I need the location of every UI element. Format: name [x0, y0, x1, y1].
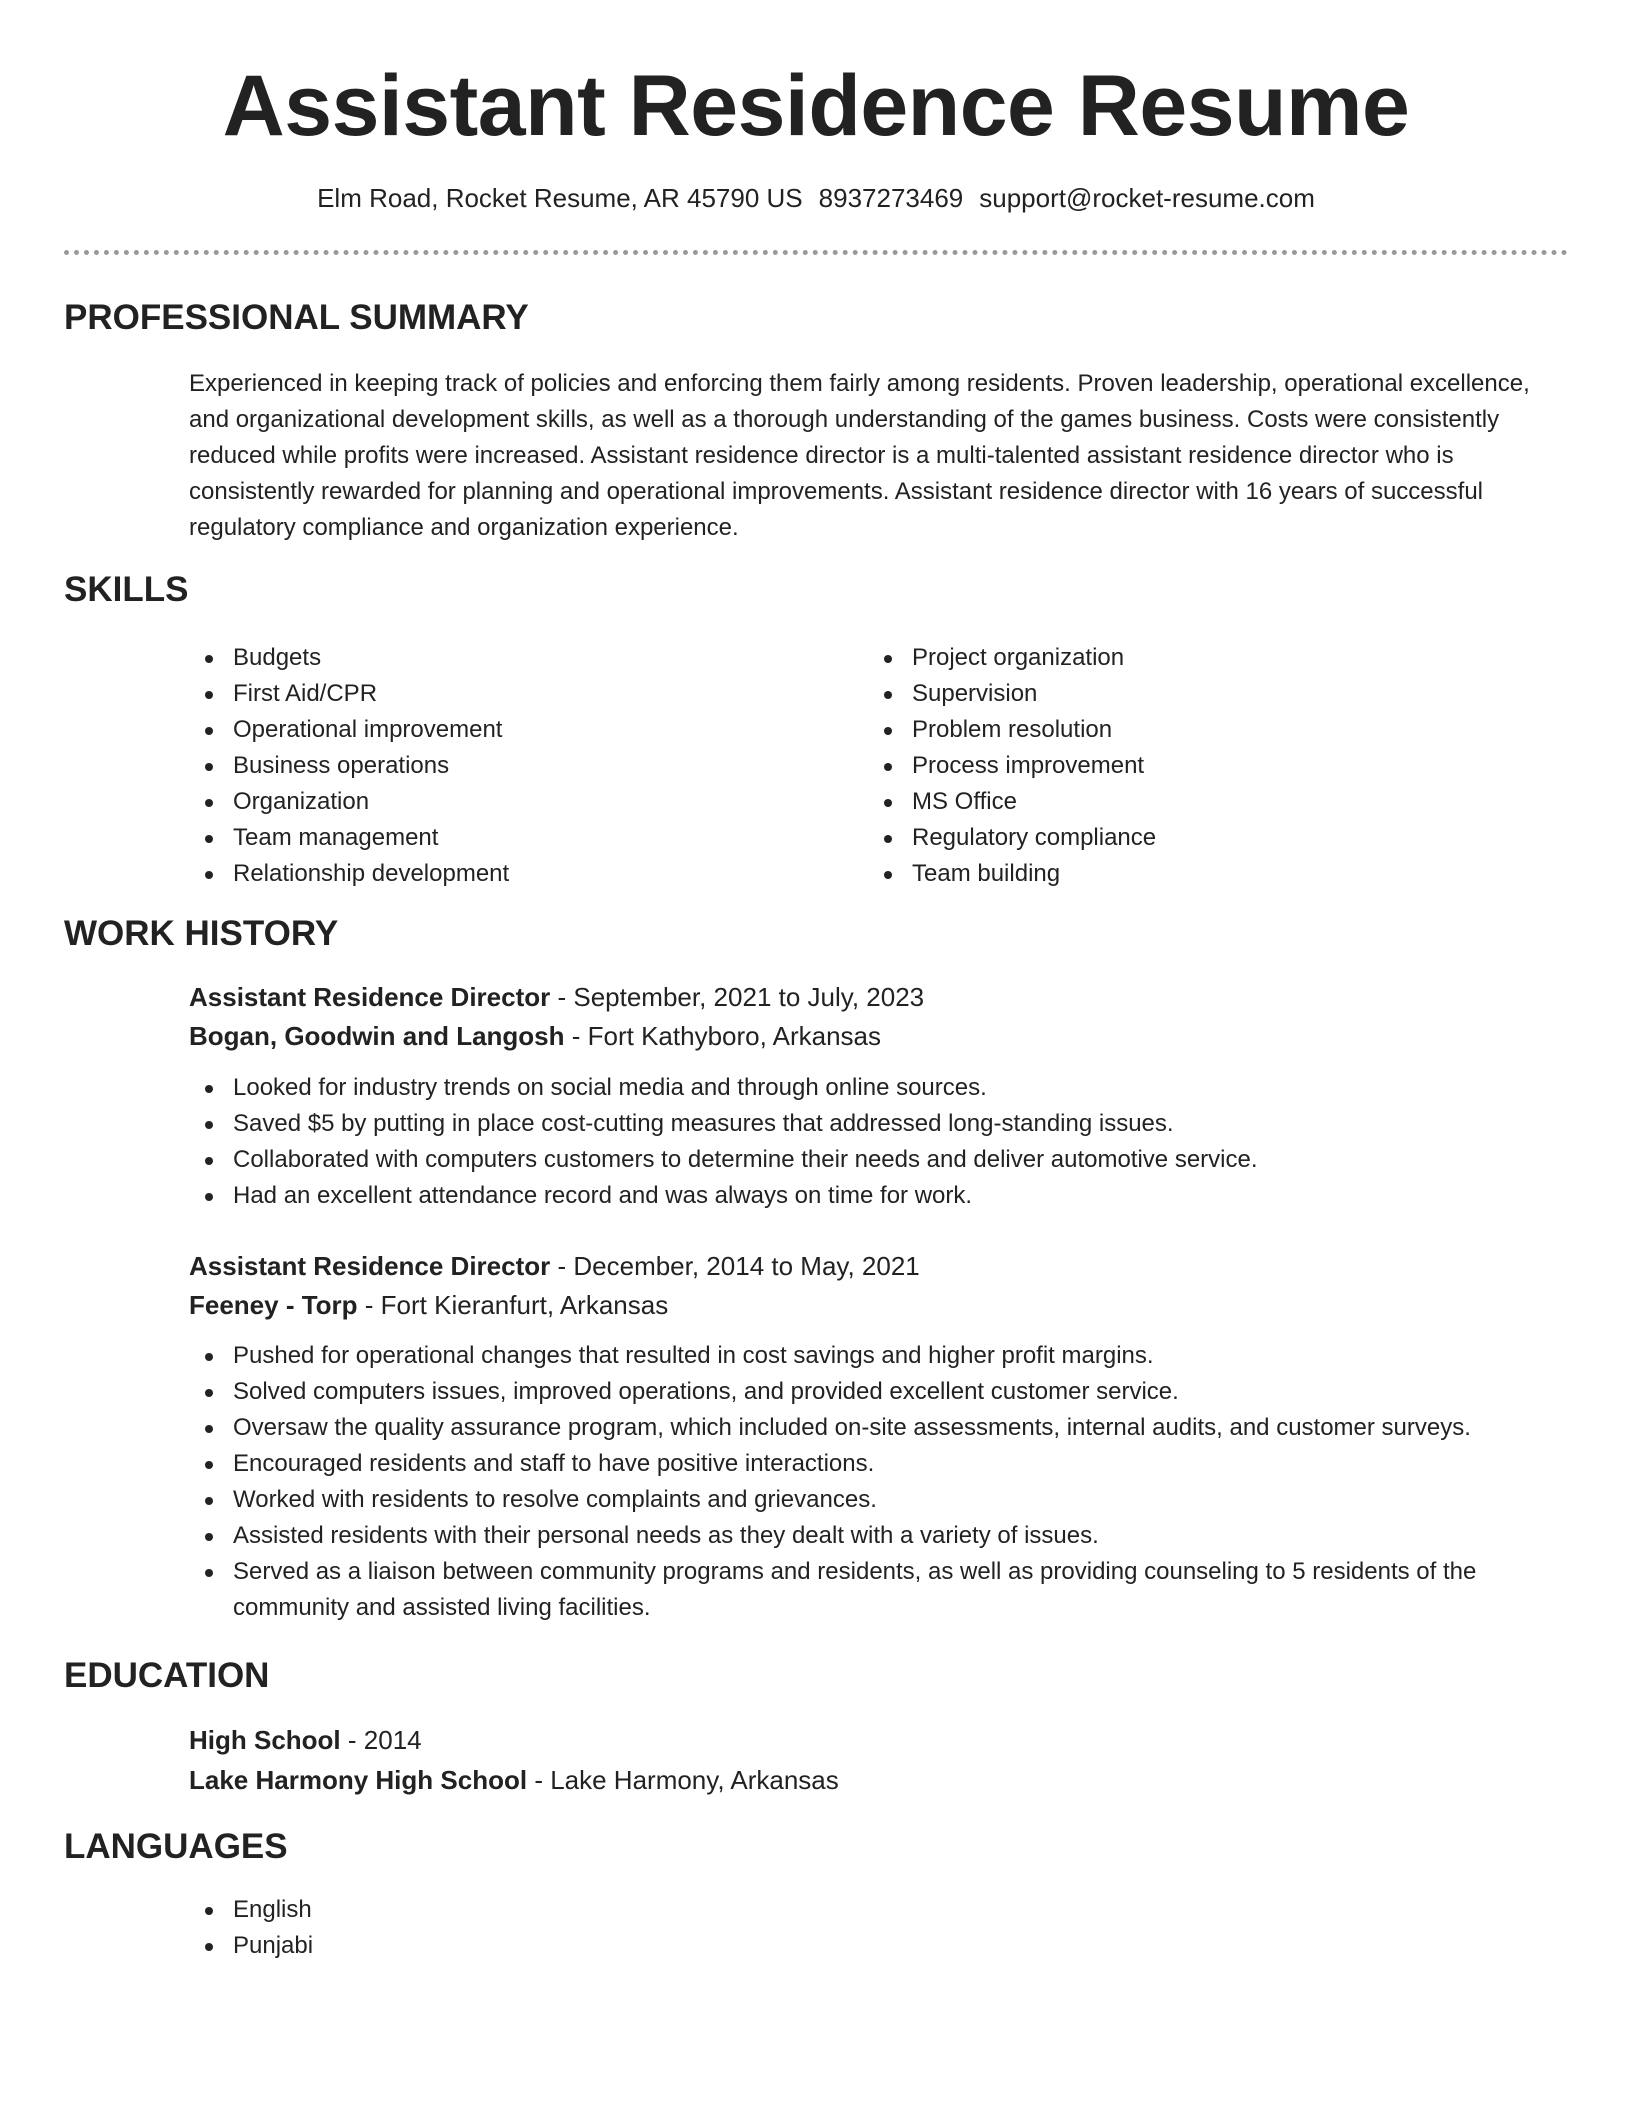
job-2-title-line [189, 1247, 920, 1285]
job-2-company: Feeney - Torp [189, 1290, 358, 1320]
skill-item: Operational improvement [189, 712, 789, 748]
job-bullet: Looked for industry trends on social media and through online sources. [189, 1070, 1579, 1106]
job-1-location: - Fort Kathyboro, Arkansas [571, 1021, 882, 1051]
job-bullet: Worked with residents to resolve complaints and grievances. [189, 1482, 1579, 1518]
job-2-dates: - December, 2014 to May, 2021 [557, 1251, 920, 1281]
skill-item: Budgets [189, 640, 789, 676]
language-item: English [189, 1892, 1579, 1928]
job-bullet: Saved $5 by putting in place cost-cutting measures that addressed long-standing issues. [189, 1106, 1579, 1142]
skills-heading: SKILLS [64, 570, 189, 609]
skill-item: Organization [189, 784, 789, 820]
skill-item: Regulatory compliance [868, 820, 1508, 856]
skills-list-right [868, 640, 1508, 892]
summary-text: Experienced in keeping track of policies and enforcing them fairly among residents. Proven leadership, operational excellence, and organizational development skills, as well as a thorough understanding of the games business. Costs were consistently reduced while profits were increased. Assistant residence director is a multi-talented assistant residence director who is consistently rewarded for planning and operational improvements. Assistant residence director with 16 years of successful regulatory compliance and organization experience. [189, 370, 1530, 541]
job-bullet: Served as a liaison between community programs and residents, as well as providing counseling to 5 residents of the community and assisted living facilities. [189, 1554, 1579, 1626]
education-school: Lake Harmony High School [189, 1765, 528, 1795]
job-1-title: Assistant Residence Director [189, 982, 551, 1012]
work-heading: WORK HISTORY [64, 914, 339, 953]
job-bullet: Had an excellent attendance record and was always on time for work. [189, 1178, 1579, 1214]
job-1-company-line [189, 1017, 881, 1055]
education-year: - 2014 [347, 1725, 422, 1755]
skill-item: Supervision [868, 676, 1508, 712]
job-bullet: Solved computers issues, improved operations, and provided excellent customer service. [189, 1374, 1579, 1410]
header-divider [64, 250, 1568, 255]
job-bullet: Assisted residents with their personal needs as they dealt with a variety of issues. [189, 1518, 1579, 1554]
job-1-company: Bogan, Goodwin and Langosh [189, 1021, 565, 1051]
job-2-company-line [189, 1286, 668, 1324]
contact-email: support@rocket-resume.com [979, 183, 1315, 213]
contact-phone: 8937273469 [818, 183, 964, 213]
skill-item: Problem resolution [868, 712, 1508, 748]
skill-item: Team building [868, 856, 1508, 892]
skill-item: Team management [189, 820, 789, 856]
job-1-dates: - September, 2021 to July, 2023 [557, 982, 925, 1012]
job-2-title: Assistant Residence Director [189, 1251, 551, 1281]
job-1-bullets [189, 1070, 1579, 1214]
education-degree: High School [189, 1725, 341, 1755]
education-degree-line [189, 1721, 422, 1759]
skill-item: Project organization [868, 640, 1508, 676]
summary-heading: PROFESSIONAL SUMMARY [64, 298, 529, 337]
resume-title: Assistant Residence Resume [222, 58, 1410, 154]
job-bullet: Encouraged residents and staff to have positive interactions. [189, 1446, 1579, 1482]
skill-item: Process improvement [868, 748, 1508, 784]
job-2-bullets [189, 1338, 1579, 1626]
education-heading: EDUCATION [64, 1656, 270, 1695]
education-school-line [189, 1761, 839, 1799]
job-bullet: Oversaw the quality assurance program, which included on-site assessments, internal audits, and customer surveys. [189, 1410, 1579, 1446]
languages-list [189, 1892, 1579, 1964]
education-location: - Lake Harmony, Arkansas [534, 1765, 839, 1795]
job-bullet: Pushed for operational changes that resulted in cost savings and higher profit margins. [189, 1338, 1579, 1374]
contact-line [0, 180, 1632, 216]
contact-address: Elm Road, Rocket Resume, AR 45790 US [317, 183, 803, 213]
language-item: Punjabi [189, 1928, 1579, 1964]
skill-item: First Aid/CPR [189, 676, 789, 712]
skills-list-left [189, 640, 789, 892]
skill-item: Relationship development [189, 856, 789, 892]
job-bullet: Collaborated with computers customers to determine their needs and deliver automotive service. [189, 1142, 1579, 1178]
job-2-location: - Fort Kieranfurt, Arkansas [364, 1290, 669, 1320]
skill-item: Business operations [189, 748, 789, 784]
job-1-title-line [189, 978, 924, 1016]
skill-item: MS Office [868, 784, 1508, 820]
languages-heading: LANGUAGES [64, 1827, 288, 1866]
